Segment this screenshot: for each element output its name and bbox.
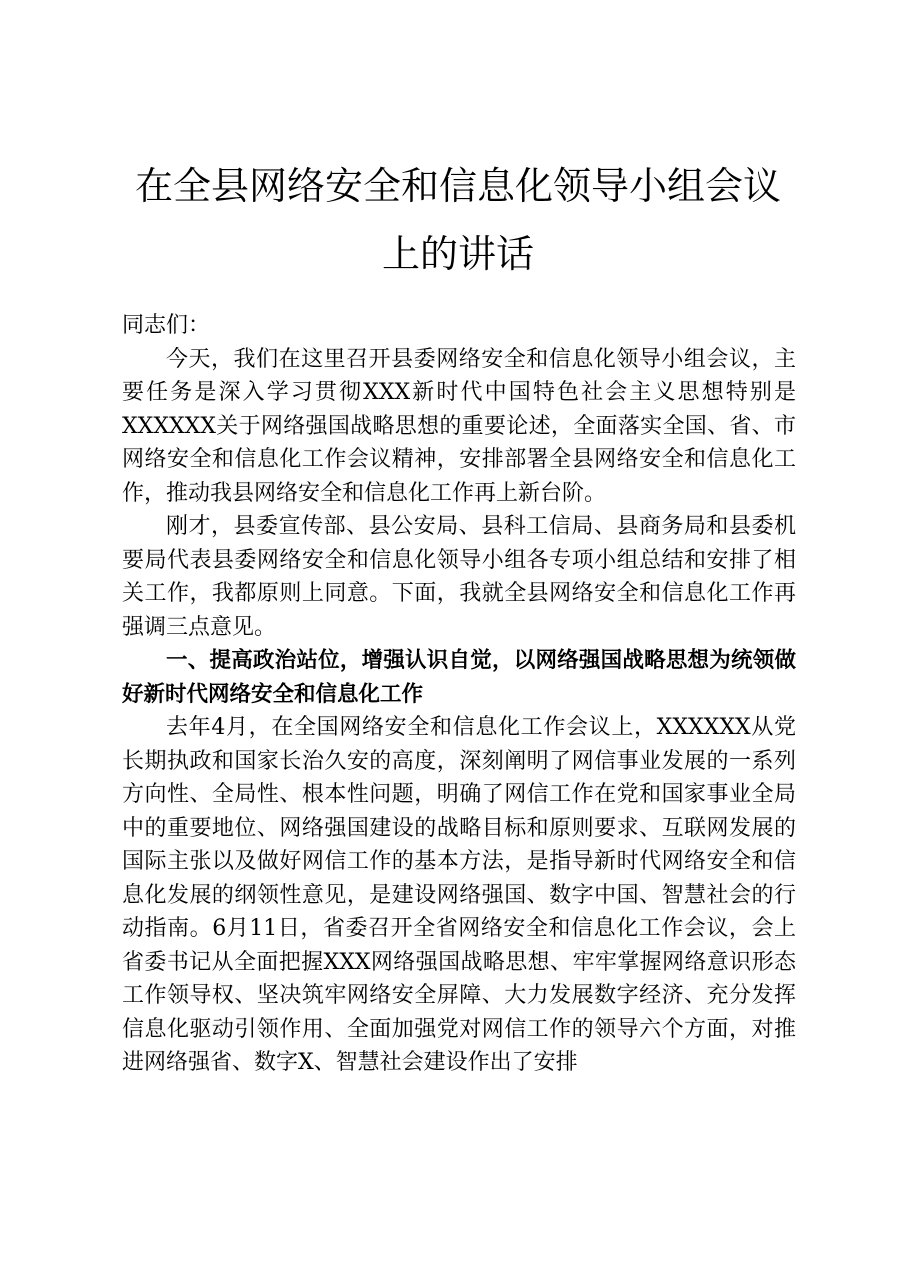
salutation: 同志们： (122, 313, 211, 338)
document-body (122, 309, 796, 1080)
section-paragraph: 去年4月，在全国网络安全和信息化工作会议上，XXXXXX从党长期执政和国家长治久安的高度，深刻阐明了网信事业发展的一系列方向性、全局性、根本性问题，明确了网信工作在党和国家事业全局中的重要地位、网络强国建设的战略目标和原则要求、互联网发展的国际主张以及做好网信工作的基本方法，是指导新时代网络安全和信息化发展的纲领性意见，是建设网络强国、数字中国、智慧社会的行动指南。6月11日，省委召开全省网络安全和信息化工作会议，会上省委书记从全面把握XXX网络强国战略思想、牢牢掌握网络意识形态工作领导权、坚决筑牢网络安全屏障、大力发展数字经济、充分发挥信息化驱动引领作用、全面加强党对网信工作的领导六个方面，对推进网络强省、数字X、智慧社会建设作出了安排 (122, 715, 796, 1075)
paragraph-summary: 刚才，县委宣传部、县公安局、县科工信局、县商务局和县委机要局代表县委网络安全和信息化领导小组各专项小组总结和安排了相关工作，我都原则上同意。下面，我就全县网络安全和信息化工作再强调三点意见。 (122, 514, 796, 640)
section-heading: 一、提高政治站位，增强认识自觉，以网络强国战略思想为统领做好新时代网络安全和信息化工作 (122, 648, 796, 707)
paragraph-intro: 今天，我们在这里召开县委网络安全和信息化领导小组会议，主要任务是深入学习贯彻XXX新时代中国特色社会主义思想特别是XXXXXX关于网络强国战略思想的重要论述，全面落实全国、省、市网络安全和信息化工作会议精神，安排部署全县网络安全和信息化工作，推动我县网络安全和信息化工作再上新台阶。 (122, 346, 796, 506)
document-title: 在全县网络安全和信息化领导小组会议上的讲话 (134, 164, 781, 276)
